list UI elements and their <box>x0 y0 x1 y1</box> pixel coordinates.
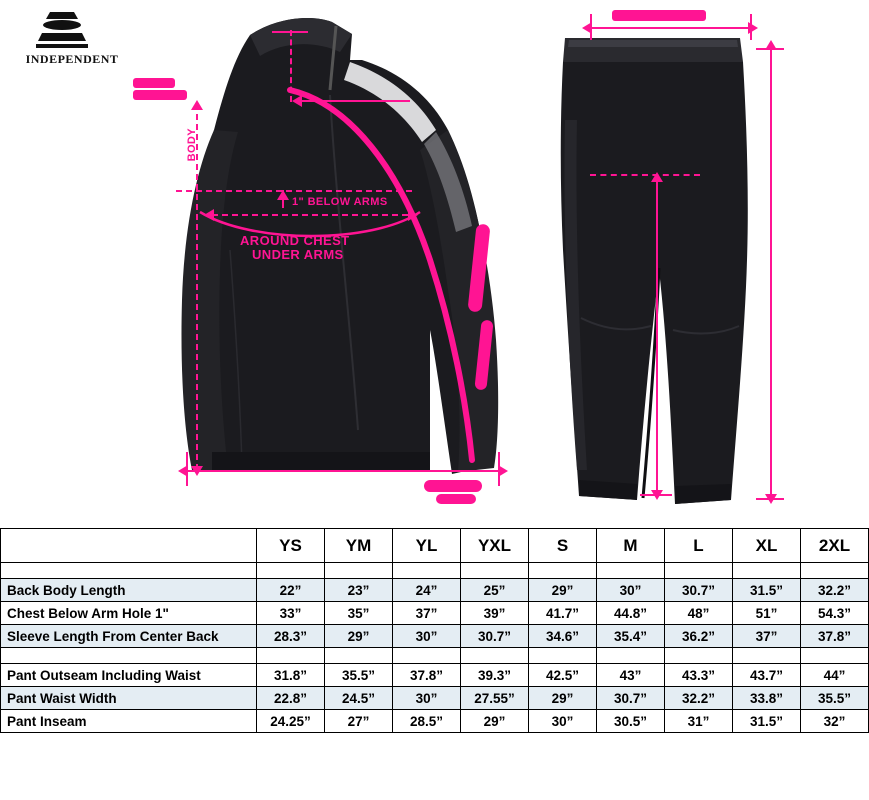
table-cell: 54.3” <box>801 602 869 625</box>
table-spacer-cell <box>257 563 325 579</box>
jacket-hem-left-tick <box>186 452 188 486</box>
table-cell: 37.8” <box>393 664 461 687</box>
table-row-label: Back Body Length <box>1 579 257 602</box>
table-cell: 30.7” <box>461 625 529 648</box>
table-cell: 33.8” <box>733 687 801 710</box>
table-spacer-cell <box>325 563 393 579</box>
table-cell: 24.5” <box>325 687 393 710</box>
table-spacer-cell <box>529 648 597 664</box>
table-cell: 22.8” <box>257 687 325 710</box>
chest-label-line2: UNDER ARMS <box>252 247 344 262</box>
table-header-size-yxl: YXL <box>461 529 529 563</box>
table-cell: 35.5” <box>801 687 869 710</box>
table-header-size-2xl: 2XL <box>801 529 869 563</box>
table-header-blank <box>1 529 257 563</box>
table-cell: 37.8” <box>801 625 869 648</box>
cuff-blob-2 <box>436 494 476 504</box>
table-cell: 23” <box>325 579 393 602</box>
table-cell: 33” <box>257 602 325 625</box>
table-spacer-cell <box>461 563 529 579</box>
table-cell: 29” <box>461 710 529 733</box>
table-cell: 31.5” <box>733 579 801 602</box>
table-cell: 37” <box>393 602 461 625</box>
table-cell: 43.7” <box>733 664 801 687</box>
sleeve-length-label-blob-2 <box>133 90 187 100</box>
waist-width-line <box>590 27 750 29</box>
table-cell: 31.5” <box>733 710 801 733</box>
cuff-blob <box>424 480 482 492</box>
table-row <box>1 579 869 602</box>
table-cell: 41.7” <box>529 602 597 625</box>
table-row-label: Pant Outseam Including Waist <box>1 664 257 687</box>
table-header-size-xl: XL <box>733 529 801 563</box>
waist-width-label-blob <box>612 10 706 21</box>
table-row-label: Sleeve Length From Center Back <box>1 625 257 648</box>
table-spacer-cell <box>393 563 461 579</box>
table-cell: 22” <box>257 579 325 602</box>
table-row <box>1 710 869 733</box>
below-arms-label: 1" BELOW ARMS <box>292 196 388 208</box>
table-spacer-row <box>1 648 869 664</box>
table-row-label: Pant Inseam <box>1 710 257 733</box>
table-cell: 27.55” <box>461 687 529 710</box>
inseam-line <box>656 180 658 496</box>
jacket-hem-right-tick <box>498 452 500 486</box>
table-spacer-cell <box>1 648 257 664</box>
table-header-size-ym: YM <box>325 529 393 563</box>
table-cell: 51” <box>733 602 801 625</box>
table-spacer-cell <box>393 648 461 664</box>
waist-width-left-tick <box>590 14 592 40</box>
table-cell: 35.5” <box>325 664 393 687</box>
table-cell: 28.3” <box>257 625 325 648</box>
table-cell: 32” <box>801 710 869 733</box>
table-cell: 39” <box>461 602 529 625</box>
inseam-crotch-dashed-line <box>590 174 700 176</box>
table-cell: 32.2” <box>665 687 733 710</box>
pants-graphic <box>525 0 785 528</box>
table-spacer-cell <box>801 648 869 664</box>
table-spacer-cell <box>665 648 733 664</box>
table-row <box>1 625 869 648</box>
table-row <box>1 687 869 710</box>
table-row <box>1 664 869 687</box>
table-cell: 31.8” <box>257 664 325 687</box>
center-back-top-tick <box>272 31 308 33</box>
table-row-label: Pant Waist Width <box>1 687 257 710</box>
table-cell: 30” <box>393 687 461 710</box>
table-spacer-cell <box>597 563 665 579</box>
size-chart-table <box>0 528 869 733</box>
table-cell: 32.2” <box>801 579 869 602</box>
table-cell: 30” <box>597 579 665 602</box>
table-cell: 43.3” <box>665 664 733 687</box>
table-header-size-l: L <box>665 529 733 563</box>
table-cell: 28.5” <box>393 710 461 733</box>
table-spacer-cell <box>257 648 325 664</box>
table-cell: 48” <box>665 602 733 625</box>
table-cell: 36.2” <box>665 625 733 648</box>
stacked-shapes-logo-icon <box>34 10 90 50</box>
table-cell: 25” <box>461 579 529 602</box>
jacket-hem-line <box>186 470 500 472</box>
table-header-size-ys: YS <box>257 529 325 563</box>
table-cell: 37” <box>733 625 801 648</box>
table-cell: 30.7” <box>597 687 665 710</box>
table-spacer-cell <box>733 648 801 664</box>
chest-label-line1: AROUND CHEST <box>240 233 350 248</box>
table-row <box>1 602 869 625</box>
body-label: BODY <box>186 128 198 162</box>
table-cell: 42.5” <box>529 664 597 687</box>
table-spacer-cell <box>1 563 257 579</box>
table-spacer-row <box>1 563 869 579</box>
inseam-bottom-tick <box>640 494 672 496</box>
table-cell: 30” <box>393 625 461 648</box>
table-cell: 29” <box>325 625 393 648</box>
table-cell: 43” <box>597 664 665 687</box>
outseam-line <box>770 48 772 500</box>
outseam-bottom-tick <box>756 498 784 500</box>
waist-width-right-tick <box>750 14 752 40</box>
table-cell: 39.3” <box>461 664 529 687</box>
table-cell: 34.6” <box>529 625 597 648</box>
table-spacer-cell <box>461 648 529 664</box>
table-spacer-cell <box>325 648 393 664</box>
table-cell: 30.7” <box>665 579 733 602</box>
table-cell: 44.8” <box>597 602 665 625</box>
table-header-size-m: M <box>597 529 665 563</box>
table-cell: 35.4” <box>597 625 665 648</box>
table-cell: 29” <box>529 687 597 710</box>
table-header-size-s: S <box>529 529 597 563</box>
table-cell: 31” <box>665 710 733 733</box>
table-header-row <box>1 529 869 563</box>
table-spacer-cell <box>597 648 665 664</box>
table-header-size-yl: YL <box>393 529 461 563</box>
table-spacer-cell <box>733 563 801 579</box>
table-spacer-cell <box>529 563 597 579</box>
sleeve-length-label-blob <box>133 78 175 88</box>
table-cell: 24” <box>393 579 461 602</box>
table-spacer-cell <box>801 563 869 579</box>
table-row-label: Chest Below Arm Hole 1" <box>1 602 257 625</box>
table-spacer-cell <box>665 563 733 579</box>
table-cell: 24.25” <box>257 710 325 733</box>
table-cell: 35” <box>325 602 393 625</box>
table-cell: 27” <box>325 710 393 733</box>
table-cell: 30.5” <box>597 710 665 733</box>
table-cell: 30” <box>529 710 597 733</box>
brand-name: INDEPENDENT <box>25 52 119 66</box>
table-cell: 44” <box>801 664 869 687</box>
table-cell: 29” <box>529 579 597 602</box>
body-length-top-arrow <box>191 100 203 110</box>
outseam-top-tick <box>756 48 784 50</box>
